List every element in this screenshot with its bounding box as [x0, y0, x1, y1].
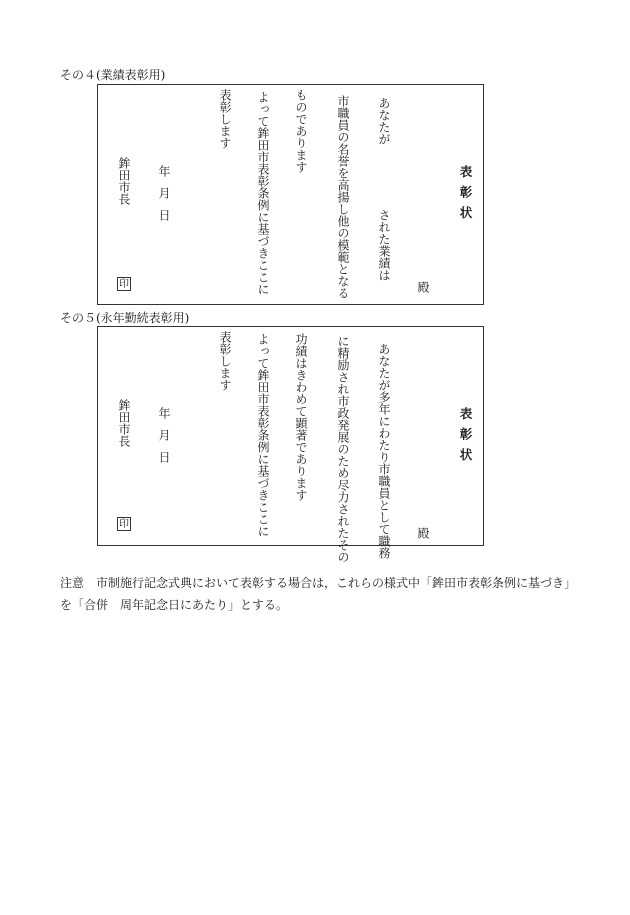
form4-line2: 市職員の名誉を高揚し他の模範となる: [336, 95, 350, 299]
form5-line2: に精励され市政発展のため尽力されたその: [336, 335, 350, 563]
form5-addressee-suffix: 殿: [416, 527, 430, 539]
form5-line1: あなたが多年にわたり市職員として職務: [377, 343, 391, 559]
form5-line3: 功績はきわめて顕著であります: [294, 333, 308, 501]
form4-line3: ものであります: [294, 89, 308, 173]
form4-line5: 表彰します: [218, 89, 232, 149]
form5-signer: 鉾田市長: [117, 399, 131, 447]
note-text: 注意 市制施行記念式典において表彰する場合は，これらの様式中「鉾田市表彰条例に基づき」を「合併 周年記念日にあたり」とする。: [60, 576, 577, 612]
form4-certificate-box: [97, 84, 484, 305]
form4-signer: 鉾田市長: [117, 157, 131, 205]
form5-seal: 印: [119, 519, 129, 530]
form4-line1-b: された業績は: [377, 209, 391, 281]
form5-heading: その５(永年勤続表彰用): [60, 311, 190, 325]
form4-addressee-suffix: 殿: [416, 281, 430, 293]
form4-heading: その４(業績表彰用): [60, 68, 166, 82]
form5-line5: 表彰します: [218, 331, 232, 391]
form5-line4: よって鉾田市表彰条例に基づきここに: [256, 333, 270, 537]
form4-title: 表彰状: [458, 165, 473, 227]
form4-date: 年月日: [157, 165, 171, 231]
form4-line1-a: あなたが: [377, 97, 391, 145]
form5-certificate-box: [97, 326, 484, 563]
form5-title: 表彰状: [458, 407, 473, 469]
form4-seal: 印: [119, 279, 129, 290]
form4-line4: よって鉾田市表彰条例に基づきここに: [256, 91, 270, 295]
form5-date: 年月日: [157, 407, 171, 473]
